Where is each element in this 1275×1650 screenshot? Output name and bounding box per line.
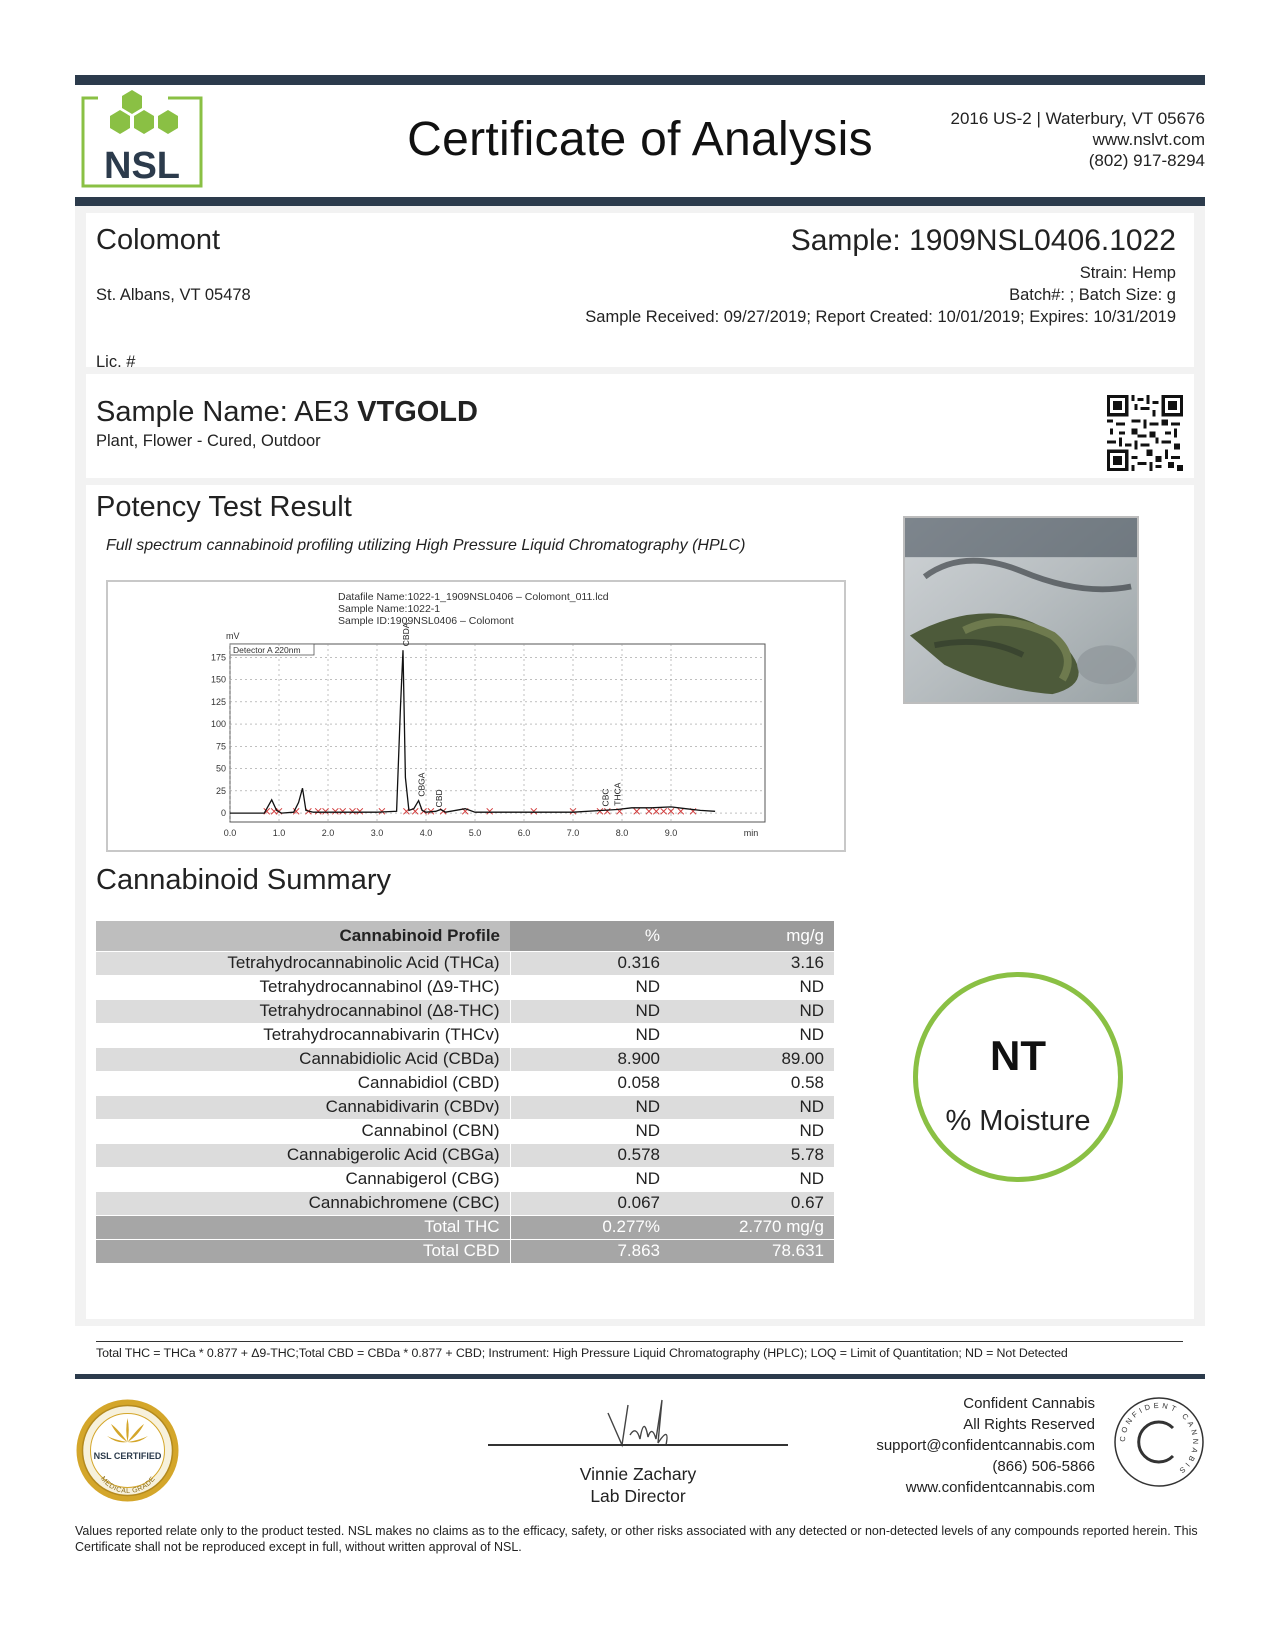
lab-contact [950, 108, 1205, 171]
row-mg: 3.16 [670, 951, 834, 975]
page-title: Certificate of Analysis [407, 113, 873, 166]
chrom-ytick-label: 175 [210, 652, 226, 663]
chrom-xtick-label: 6.0 [517, 828, 531, 838]
qr-code-icon[interactable] [1107, 395, 1183, 471]
sample-dates: Sample Received: 09/27/2019; Report Created: 10/01/2019; Expires: 10/31/2019 [585, 308, 1176, 326]
row-pct: 0.058 [510, 1071, 670, 1095]
sample-id: Sample: 1909NSL0406.1022 [790, 224, 1176, 257]
potency-subtitle: Full spectrum cannabinoid profiling utilizing High Pressure Liquid Chromatography (HPLC) [106, 537, 746, 554]
sample-name-bold: VTGOLD [357, 396, 478, 428]
client-address: St. Albans, VT 05478 [96, 286, 251, 304]
chrom-legend: Detector A 220nm [233, 645, 301, 655]
chrom-integration-marker [332, 808, 338, 814]
chrom-integration-marker [646, 808, 652, 814]
chrom-xtick-label: 1.0 [272, 828, 286, 838]
moisture-label: % Moisture [945, 1105, 1091, 1137]
table-row [96, 999, 834, 1023]
chrom-xlabel: min [743, 828, 759, 838]
total-cbd-pct: 7.863 [510, 1239, 670, 1263]
footer-divider-bar [75, 1374, 1205, 1379]
confident-cannabis-logo [1113, 1396, 1205, 1488]
table-row [96, 1191, 834, 1215]
nsl-certified-seal [75, 1398, 180, 1503]
cc-rights: All Rights Reserved [963, 1416, 1095, 1433]
table-row [96, 1167, 834, 1191]
chrom-header-line-2: Sample Name:1022-1 [338, 603, 441, 615]
chrom-integration-marker [653, 808, 659, 814]
table-row [96, 1023, 834, 1047]
row-pct: ND [510, 1095, 670, 1119]
chrom-xtick-label: 9.0 [664, 828, 678, 838]
header-divider-bar [75, 197, 1205, 206]
chrom-plot-frame [230, 644, 765, 822]
signature [600, 1395, 700, 1455]
chrom-xtick-label: 8.0 [615, 828, 629, 838]
moisture-badge [913, 972, 1123, 1182]
row-mg: 0.67 [670, 1191, 834, 1215]
total-thc-label: Total THC [96, 1215, 510, 1239]
sample-strain: Strain: Hemp [1079, 264, 1176, 282]
cc-email[interactable]: support@confidentcannabis.com [876, 1437, 1095, 1454]
chrom-xtick-label: 3.0 [370, 828, 384, 838]
row-name: Cannabidiolic Acid (CBDa) [96, 1047, 510, 1071]
chrom-ytick-label: 0 [220, 808, 226, 819]
table-row [96, 1119, 834, 1143]
chrom-integration-marker [634, 808, 640, 814]
cc-website[interactable]: www.confidentcannabis.com [905, 1479, 1095, 1496]
row-pct: 0.578 [510, 1143, 670, 1167]
total-thc-pct: 0.277% [510, 1215, 670, 1239]
row-name: Tetrahydrocannabinolic Acid (THCa) [96, 951, 510, 975]
cc-name: Confident Cannabis [963, 1395, 1095, 1412]
row-mg: ND [670, 975, 834, 999]
table-row [96, 1095, 834, 1119]
chrom-ytick-label: 25 [215, 785, 226, 796]
client-name: Colomont [96, 224, 221, 256]
chrom-integration-marker [604, 808, 610, 814]
signatory [488, 1463, 788, 1507]
chrom-integration-marker [315, 808, 321, 814]
lab-website: www.nslvt.com [1092, 130, 1205, 149]
signature-line [488, 1444, 788, 1446]
row-mg: 0.58 [670, 1071, 834, 1095]
row-pct: 0.067 [510, 1191, 670, 1215]
chromatogram [106, 580, 846, 852]
chrom-integration-marker [323, 808, 329, 814]
chrom-integration-marker [340, 808, 346, 814]
sample-batch: Batch#: ; Batch Size: g [1009, 286, 1176, 304]
col-header-pct: % [510, 921, 670, 951]
chrom-xtick-label: 0.0 [223, 828, 237, 838]
total-thc-row [96, 1215, 834, 1239]
confident-cannabis-contact [876, 1393, 1095, 1498]
sample-name [96, 396, 478, 429]
row-name: Cannabinol (CBN) [96, 1119, 510, 1143]
seal-text-top: NSL CERTIFIED [93, 1451, 162, 1461]
row-mg: 89.00 [670, 1047, 834, 1071]
chrom-integration-marker [357, 808, 363, 814]
row-pct: ND [510, 1023, 670, 1047]
chrom-peak-label: THCA [612, 782, 623, 806]
sample-name-prefix: Sample Name: AE3 [96, 396, 358, 428]
cc-logo-text: CONFIDENT CANNABIS [1117, 1400, 1201, 1477]
row-mg: ND [670, 1095, 834, 1119]
moisture-value: NT [990, 1032, 1046, 1079]
cc-phone: (866) 506-5866 [992, 1458, 1095, 1475]
chrom-integration-marker [350, 808, 356, 814]
row-pct: 8.900 [510, 1047, 670, 1071]
lab-phone: (802) 917-8294 [1088, 151, 1205, 170]
chrom-integration-marker [678, 808, 684, 814]
table-row [96, 975, 834, 999]
chrom-xtick-label: 2.0 [321, 828, 335, 838]
table-row [96, 1143, 834, 1167]
row-pct: ND [510, 999, 670, 1023]
footnote-divider [96, 1341, 1183, 1342]
chrom-ylabel: mV [226, 631, 240, 641]
table-row [96, 951, 834, 975]
col-header-profile: Cannabinoid Profile [96, 921, 510, 951]
chrom-ytick-label: 100 [210, 719, 226, 730]
chrom-ytick-label: 125 [210, 696, 226, 707]
row-mg: ND [670, 1119, 834, 1143]
row-mg: ND [670, 1023, 834, 1047]
sample-photo [903, 516, 1139, 704]
logo-text: NSL [104, 145, 180, 187]
chrom-peak-label: CBGA [416, 772, 427, 797]
client-license: Lic. # [96, 353, 136, 371]
table-row [96, 1047, 834, 1071]
chromatogram-trace [230, 650, 715, 813]
total-cbd-row [96, 1239, 834, 1263]
row-pct: ND [510, 975, 670, 999]
summary-title: Cannabinoid Summary [96, 864, 391, 896]
row-name: Tetrahydrocannabinol (Δ9-THC) [96, 975, 510, 999]
row-mg: ND [670, 1167, 834, 1191]
potency-title: Potency Test Result [96, 491, 352, 523]
chrom-xtick-label: 7.0 [566, 828, 580, 838]
row-name: Tetrahydrocannabinol (Δ8-THC) [96, 999, 510, 1023]
lab-address: 2016 US-2 | Waterbury, VT 05676 [950, 109, 1205, 128]
top-bar [75, 75, 1205, 85]
total-thc-mg: 2.770 mg/g [670, 1215, 834, 1239]
table-header-row [96, 921, 834, 951]
row-pct: ND [510, 1167, 670, 1191]
chrom-peak-label: CBC [600, 788, 611, 807]
chrom-integration-marker [661, 808, 667, 814]
cannabinoid-table [96, 921, 834, 1264]
col-header-mg: mg/g [670, 921, 834, 951]
signatory-role: Lab Director [590, 1486, 686, 1506]
chrom-ytick-label: 150 [210, 674, 226, 685]
row-name: Cannabigerolic Acid (CBGa) [96, 1143, 510, 1167]
row-pct: ND [510, 1119, 670, 1143]
signatory-name: Vinnie Zachary [579, 1464, 697, 1484]
nsl-logo [80, 88, 205, 190]
footnote: Total THC = THCa * 0.877 + Δ9-THC;Total CBD = CBDa * 0.877 + CBD; Instrument: High Pressure Liquid Chromatography (HPLC); LOQ = Limit of Quantitation; ND = Not Detected [96, 1346, 1068, 1360]
row-pct: 0.316 [510, 951, 670, 975]
chrom-xtick-label: 5.0 [468, 828, 482, 838]
row-name: Cannabidiol (CBD) [96, 1071, 510, 1095]
chrom-peak-label: CBDA [400, 622, 411, 647]
sample-meta [585, 262, 1176, 328]
row-name: Cannabichromene (CBC) [96, 1191, 510, 1215]
chrom-ytick-label: 50 [215, 763, 226, 774]
chrom-integration-marker [531, 808, 537, 814]
chromatogram-plot [108, 582, 844, 850]
seal-text-bottom: MEDICAL GRADE [99, 1475, 157, 1496]
disclaimer: Values reported relate only to the product tested. NSL makes no claims as to the efficacy, safety, or other risks associated with any detected or non-detected levels of any compounds reported herein. This Certificate shall not be reproduced except in full, without written approval of NSL. [75, 1524, 1198, 1554]
row-mg: ND [670, 999, 834, 1023]
chrom-integration-marker [487, 808, 493, 814]
row-name: Cannabidivarin (CBDv) [96, 1095, 510, 1119]
row-name: Cannabigerol (CBG) [96, 1167, 510, 1191]
chrom-header-line-3: Sample ID:1909NSL0406 – Colomont [338, 615, 514, 627]
row-name: Tetrahydrocannabivarin (THCv) [96, 1023, 510, 1047]
chrom-peak-label: CBD [433, 789, 444, 808]
table-row [96, 1071, 834, 1095]
total-cbd-mg: 78.631 [670, 1239, 834, 1263]
row-mg: 5.78 [670, 1143, 834, 1167]
chrom-header-line-1: Datafile Name:1022-1_1909NSL0406 – Colomont_011.lcd [338, 591, 609, 603]
sample-type: Plant, Flower - Cured, Outdoor [96, 432, 321, 450]
chrom-ytick-label: 75 [215, 741, 226, 752]
chrom-xtick-label: 4.0 [419, 828, 433, 838]
total-cbd-label: Total CBD [96, 1239, 510, 1263]
